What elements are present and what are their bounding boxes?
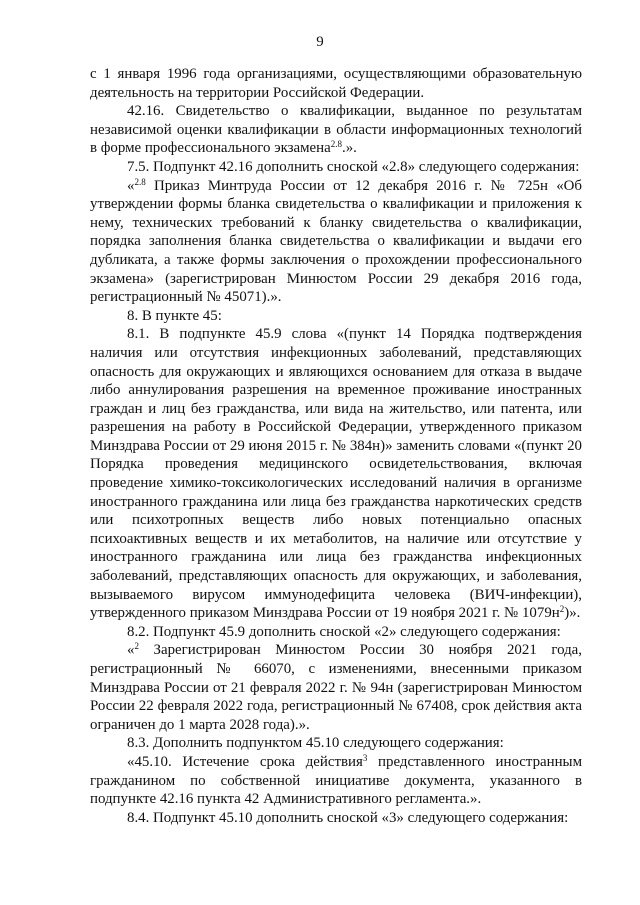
paragraph-text: представленного иностранным гражданином по собственной инициативе документа, указанного в подпункте 42.16 пункта 42 Административного регламента.».: [90, 753, 582, 808]
footnote-marker: 3: [362, 752, 368, 763]
paragraph-text: Зарегистрирован Минюстом России 30 ноября 2021 года, регистрационный № 66070, с изменениями, внесенными приказом Минздрава России от 21 февраля 2022 г. № 94н (зарегистрирован Минюстом России 22 февраля 2022 года, регистрационный № 67408, срок действия акта ограничен до 1 марта 2028 года).».: [90, 642, 582, 733]
paragraph: [90, 641, 582, 734]
footnote-marker: 2: [134, 641, 139, 652]
paragraph-text: )».: [564, 605, 581, 622]
paragraph: [90, 102, 582, 158]
footnote-marker: 2.8: [330, 139, 342, 150]
page-number: 9: [316, 34, 324, 50]
paragraph-text: 8.2. Подпункт 45.9 дополнить сноской «2» следующего содержания:: [127, 623, 561, 640]
paragraph: [90, 809, 582, 828]
paragraph: [90, 177, 582, 307]
paragraph-text: .».: [341, 140, 357, 157]
paragraph-text: 8.3. Дополнить подпунктом 45.10 следующего содержания:: [127, 735, 504, 752]
paragraph: [90, 325, 582, 623]
paragraph-text: 8. В пункте 45:: [127, 307, 222, 324]
paragraph-text: 8.4. Подпункт 45.10 дополнить сноской «3» следующего содержания:: [127, 809, 569, 826]
paragraph-text: 8.1. В подпункте 45.9 слова «(пункт 14 Порядка подтверждения наличия или отсутствия инфекционных заболеваний, представляющих опасность для окружающих и являющихся основанием для отказа в выдаче либо аннулирования разрешения на временное проживание иностранных граждан и лиц без гражданства, или вида на жительство, или патента, или разрешения на работу в Российской Федерации, утвержденного приказом Минздрава России от 29 июня 2015 г. № 384н)» заменить словами «(пункт 20 Порядка проведения медицинского освидетельствования, включая проведение химико-токсикологических исследований наличия в организме иностранного гражданина или лица без гражданства наркотических средств или психотропных веществ либо новых потенциально опасных психоактивных веществ и их метаболитов, на наличие или отсутствие у иностранного гражданина или лица без гражданства инфекционных заболеваний, представляющих опасность для окружающих, и заболевания, вызываемого вирусом иммунодефицита человека (ВИЧ-инфекции), утвержденного приказом Минздрава России от 19 ноября 2021 г. № 1079н: [90, 326, 582, 622]
paragraph: [90, 158, 582, 177]
paragraph: [90, 753, 582, 809]
paragraph-text: 7.5. Подпункт 42.16 дополнить сноской «2.8» следующего содержания:: [127, 158, 580, 175]
paragraph: [90, 734, 582, 753]
paragraph-text: «: [127, 642, 135, 659]
paragraph: [90, 307, 582, 326]
paragraph: [90, 623, 582, 642]
footnote-marker: 2: [559, 604, 565, 615]
paragraph-text: 42.16. Свидетельство о квалификации, выданное по результатам независимой оценки квалификации в области информационных технологий в форме профессионального экзамена: [90, 103, 582, 157]
document-body: [90, 65, 582, 827]
footnote-marker: 2.8: [134, 176, 146, 187]
paragraph-text: Приказ Минтруда России от 12 декабря 2016 г. № 725н «Об утверждении формы бланка свидетельства о квалификации и приложения к нему, технических требований к бланку свидетельства о квалификации, порядка заполнения бланка свидетельства о квалификации и выдачи его дубликата, а также формы заключения о прохождении профессионального экзамена» (зарегистрирован Минюстом России 29 декабря 2016 года, регистрационный № 45071).».: [90, 177, 582, 306]
paragraph-text: с 1 января 1996 года организациями, осуществляющими образовательную деятельность на территории Российской Федерации.: [90, 66, 582, 101]
paragraph-text: «: [127, 177, 135, 194]
paragraph-text: «45.10. Истечение срока действия: [127, 753, 363, 770]
paragraph: [90, 65, 582, 102]
